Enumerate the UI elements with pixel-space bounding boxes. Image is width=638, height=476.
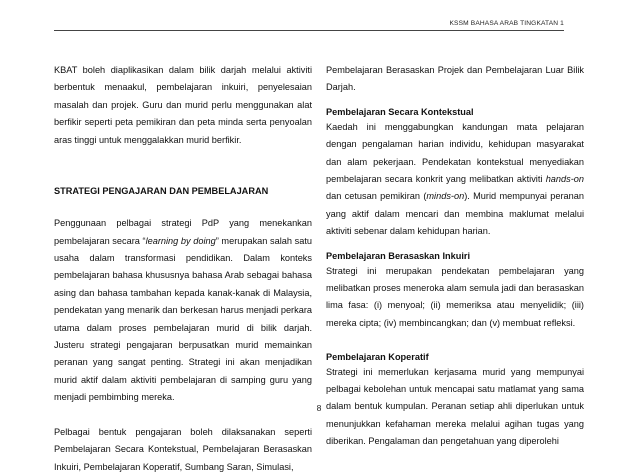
right-column <box>326 62 584 451</box>
heading-inkuiri: Pembelajaran Berasaskan Inkuiri <box>326 250 471 261</box>
header-title: KSSM BAHASA ARAB TINGKATAN 1 <box>449 20 564 27</box>
kontekstual-text-c: ). Murid mempunyai peranan yang aktif dalam mencari dan membina maklumat melalui aktiviti sebenar dalam kehidupan harian. <box>326 191 584 237</box>
kontekstual-text-a: Kaedah ini menggabungkan kandungan mata pelajaran dengan pengalaman harian individu, kehidupan masyarakat dan alam pekerjaan. Pendekatan kontekstual menyediakan pembelajaran secara konkrit yang melibatkan aktiviti <box>326 121 584 185</box>
koperatif-paragraph: Strategi ini memerlukan kerjasama murid yang mempunyai pelbagai kebolehan untuk mencapai satu matlamat yang sama dalam bentuk kumpulan. Peranan setiap ahli diperlukan untuk menunjukkan kefahaman mereka melalui agihan tugas yang diberikan. Pengalaman dan pengetahuan yang diperolehi <box>326 366 584 447</box>
learning-by-doing-emphasis: learning by doing <box>145 235 216 246</box>
kontekstual-paragraph <box>326 119 584 241</box>
strategi-paragraph <box>54 215 312 406</box>
section-heading-strategi: STRATEGI PENGAJARAN DAN PEMBELAJARAN <box>54 185 269 196</box>
minds-on-emphasis: minds-on <box>426 191 465 202</box>
pelbagai-bentuk-paragraph: Pelbagai bentuk pengajaran boleh dilaksanakan seperti Pembelajaran Secara Kontekstual, Pembelajaran Berasaskan Inkuiri, Pembelajaran Koperatif, Sumbang Saran, Simulasi, <box>54 427 312 472</box>
page-number: 8 <box>316 403 322 413</box>
hands-on-emphasis: hands-on <box>545 174 584 185</box>
projek-paragraph: Pembelajaran Berasaskan Projek dan Pembelajaran Luar Bilik Darjah. <box>326 65 584 93</box>
left-column <box>54 62 312 476</box>
heading-koperatif: Pembelajaran Koperatif <box>326 351 429 362</box>
kontekstual-text-b: dan cetusan pemikiran ( <box>326 191 427 202</box>
heading-kontekstual: Pembelajaran Secara Kontekstual <box>326 106 474 117</box>
inkuiri-paragraph: Strategi ini merupakan pendekatan pembelajaran yang melibatkan proses meneroka alam semula jadi dan berasaskan lima fasa: (i) menyoal; (ii) memeriksa atau menyelidik; (iii) mereka cipta; (iv) membincangkan; dan (v) membuat refleksi. <box>326 265 584 328</box>
strategi-text-a: Penggunaan pelbagai strategi PdP yang menekankan pembelajaran secara “ <box>54 218 312 246</box>
page-header <box>0 0 638 36</box>
strategi-text-b: ” merupakan salah satu usaha dalam transformasi pendidikan. Dalam konteks pembelajaran bahasa khususnya bahasa Arab sebagai bahasa asing dan bahasa tambahan kepada kanak-kanak di Malaysia, pendekatan yang menarik dan berkesan harus menjadi perkara utama dalam proses pembelajaran murid di bilik darjah. Justeru strategi pengajaran berpusatkan murid memainkan peranan yang sangat penting. Strategi ini akan menjadikan murid aktif dalam aktiviti pembelajaran di samping guru yang menjadi pembimbing mereka. <box>54 235 312 403</box>
kbat-paragraph: KBAT boleh diaplikasikan dalam bilik darjah melalui aktiviti berbentuk menaakul, pembelajaran inkuiri, penyelesaian masalah dan projek. Guru dan murid perlu menggunakan alat berfikir seperti peta pemikiran dan peta minda serta penyoalan aras tinggi untuk menggalakkan murid berfikir. <box>54 65 312 145</box>
header-rule <box>54 30 564 31</box>
